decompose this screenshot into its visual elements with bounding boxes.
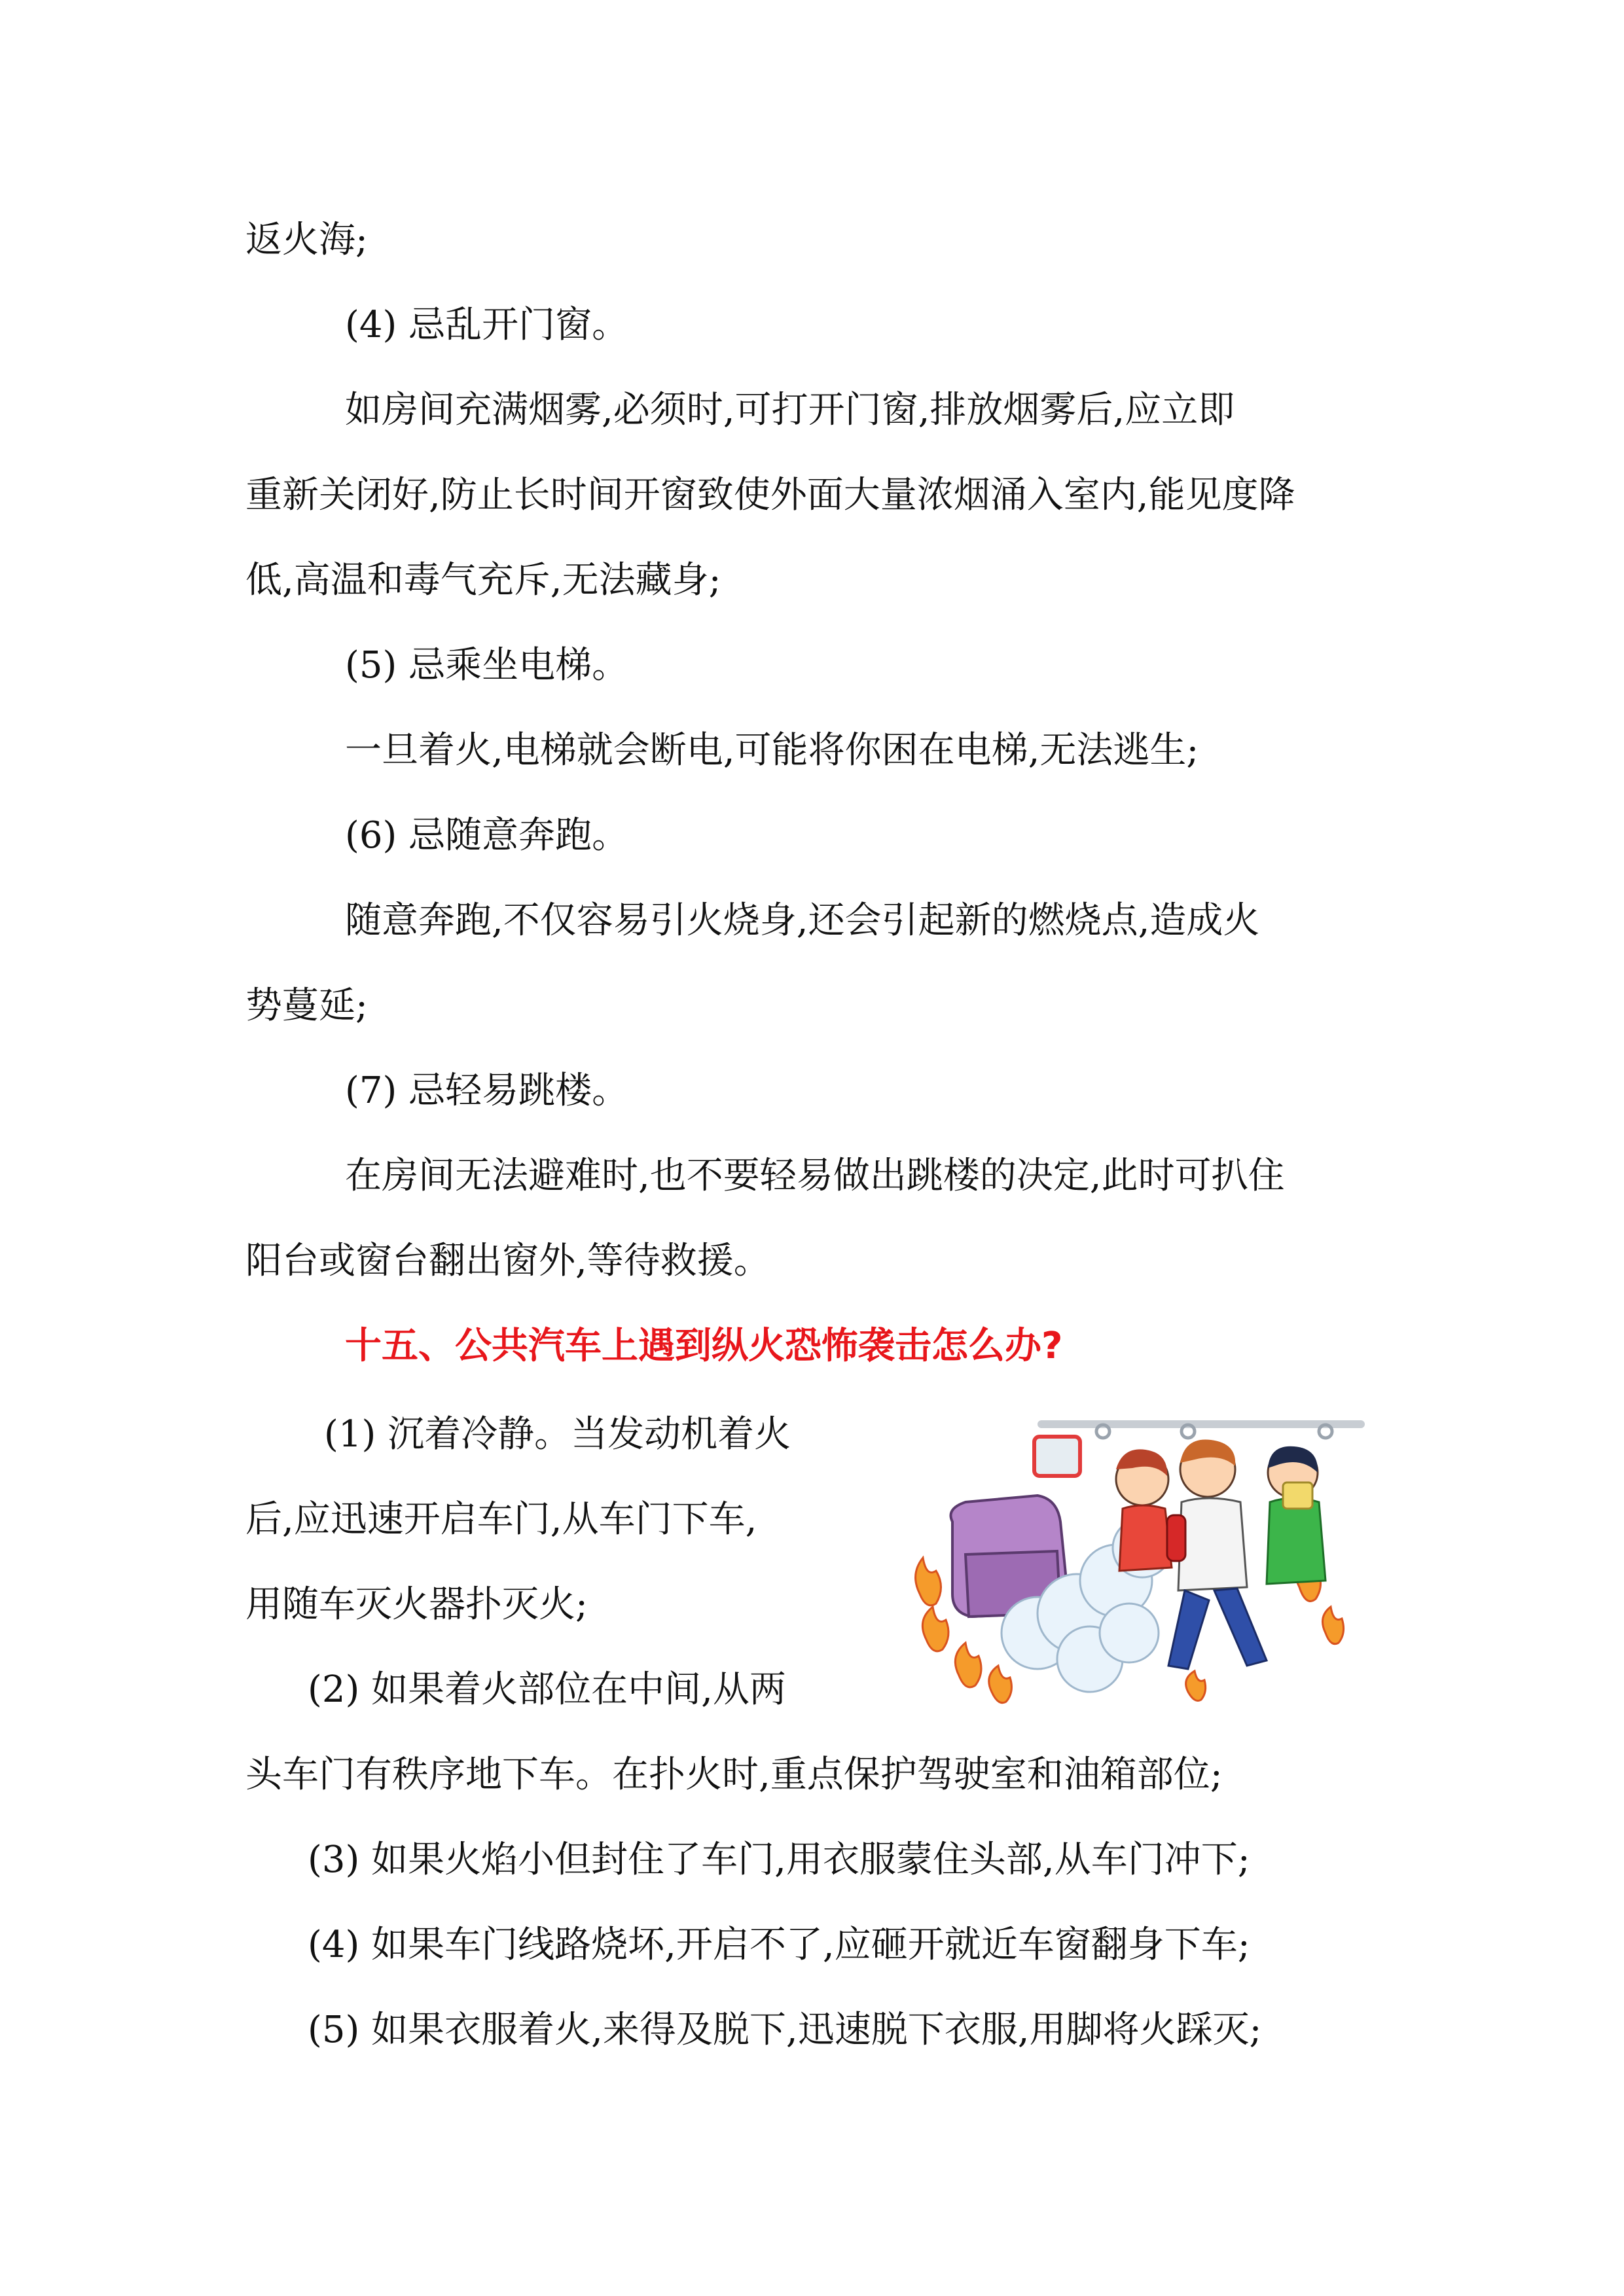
- text-line-13: 阳台或窗台翻出窗外,等待救援。: [245, 1240, 770, 1282]
- bus-text-6: (3) 如果火焰小但封住了车门,用衣服蒙住头部,从车门冲下;: [308, 1839, 1250, 1881]
- item-5-title: (5) 忌乘坐电梯。: [345, 644, 629, 687]
- text-line-9: 随意奔跑,不仅容易引火烧身,还会引起新的燃烧点,造成火: [345, 899, 1260, 942]
- text-line-10: 势蔓延;: [245, 984, 368, 1027]
- bus-fire-illustration: [907, 1417, 1378, 1715]
- text-line-3: 如房间充满烟雾,必须时,可打开门窗,排放烟雾后,应立即: [345, 389, 1235, 431]
- bus-text-2: 后,应迅速开启车门,从车门下车,: [245, 1498, 757, 1541]
- bus-text-4: (2) 如果着火部位在中间,从两: [308, 1668, 786, 1711]
- item-6-title: (6) 忌随意奔跑。: [345, 814, 629, 857]
- bus-text-1: (1) 沉着冷静。当发动机着火: [324, 1413, 791, 1456]
- bus-text-5: 头车门有秩序地下车。在扑火时,重点保护驾驶室和油箱部位;: [245, 1753, 1223, 1796]
- bus-text-8: (5) 如果衣服着火,来得及脱下,迅速脱下衣服,用脚将火踩灭;: [308, 2009, 1262, 2051]
- text-line-4: 重新关闭好,防止长时间开窗致使外面大量浓烟涌入室内,能见度降: [245, 474, 1295, 516]
- text-line-7: 一旦着火,电梯就会断电,可能将你困在电梯,无法逃生;: [345, 729, 1199, 772]
- item-4-title: (4) 忌乱开门窗。: [345, 304, 629, 346]
- text-line-5: 低,高温和毒气充斥,无法藏身;: [245, 559, 721, 601]
- section-heading: 十五、公共汽车上遇到纵火恐怖袭击怎么办?: [345, 1325, 1063, 1367]
- item-7-title: (7) 忌轻易跳楼。: [345, 1069, 629, 1112]
- bus-text-7: (4) 如果车门线路烧坏,开启不了,应砸开就近车窗翻身下车;: [308, 1924, 1250, 1966]
- text-line-12: 在房间无法避难时,也不要轻易做出跳楼的决定,此时可扒住: [345, 1155, 1285, 1197]
- text-line-1: 返火海;: [245, 219, 368, 261]
- bus-text-3: 用随车灭火器扑灭火;: [245, 1583, 588, 1626]
